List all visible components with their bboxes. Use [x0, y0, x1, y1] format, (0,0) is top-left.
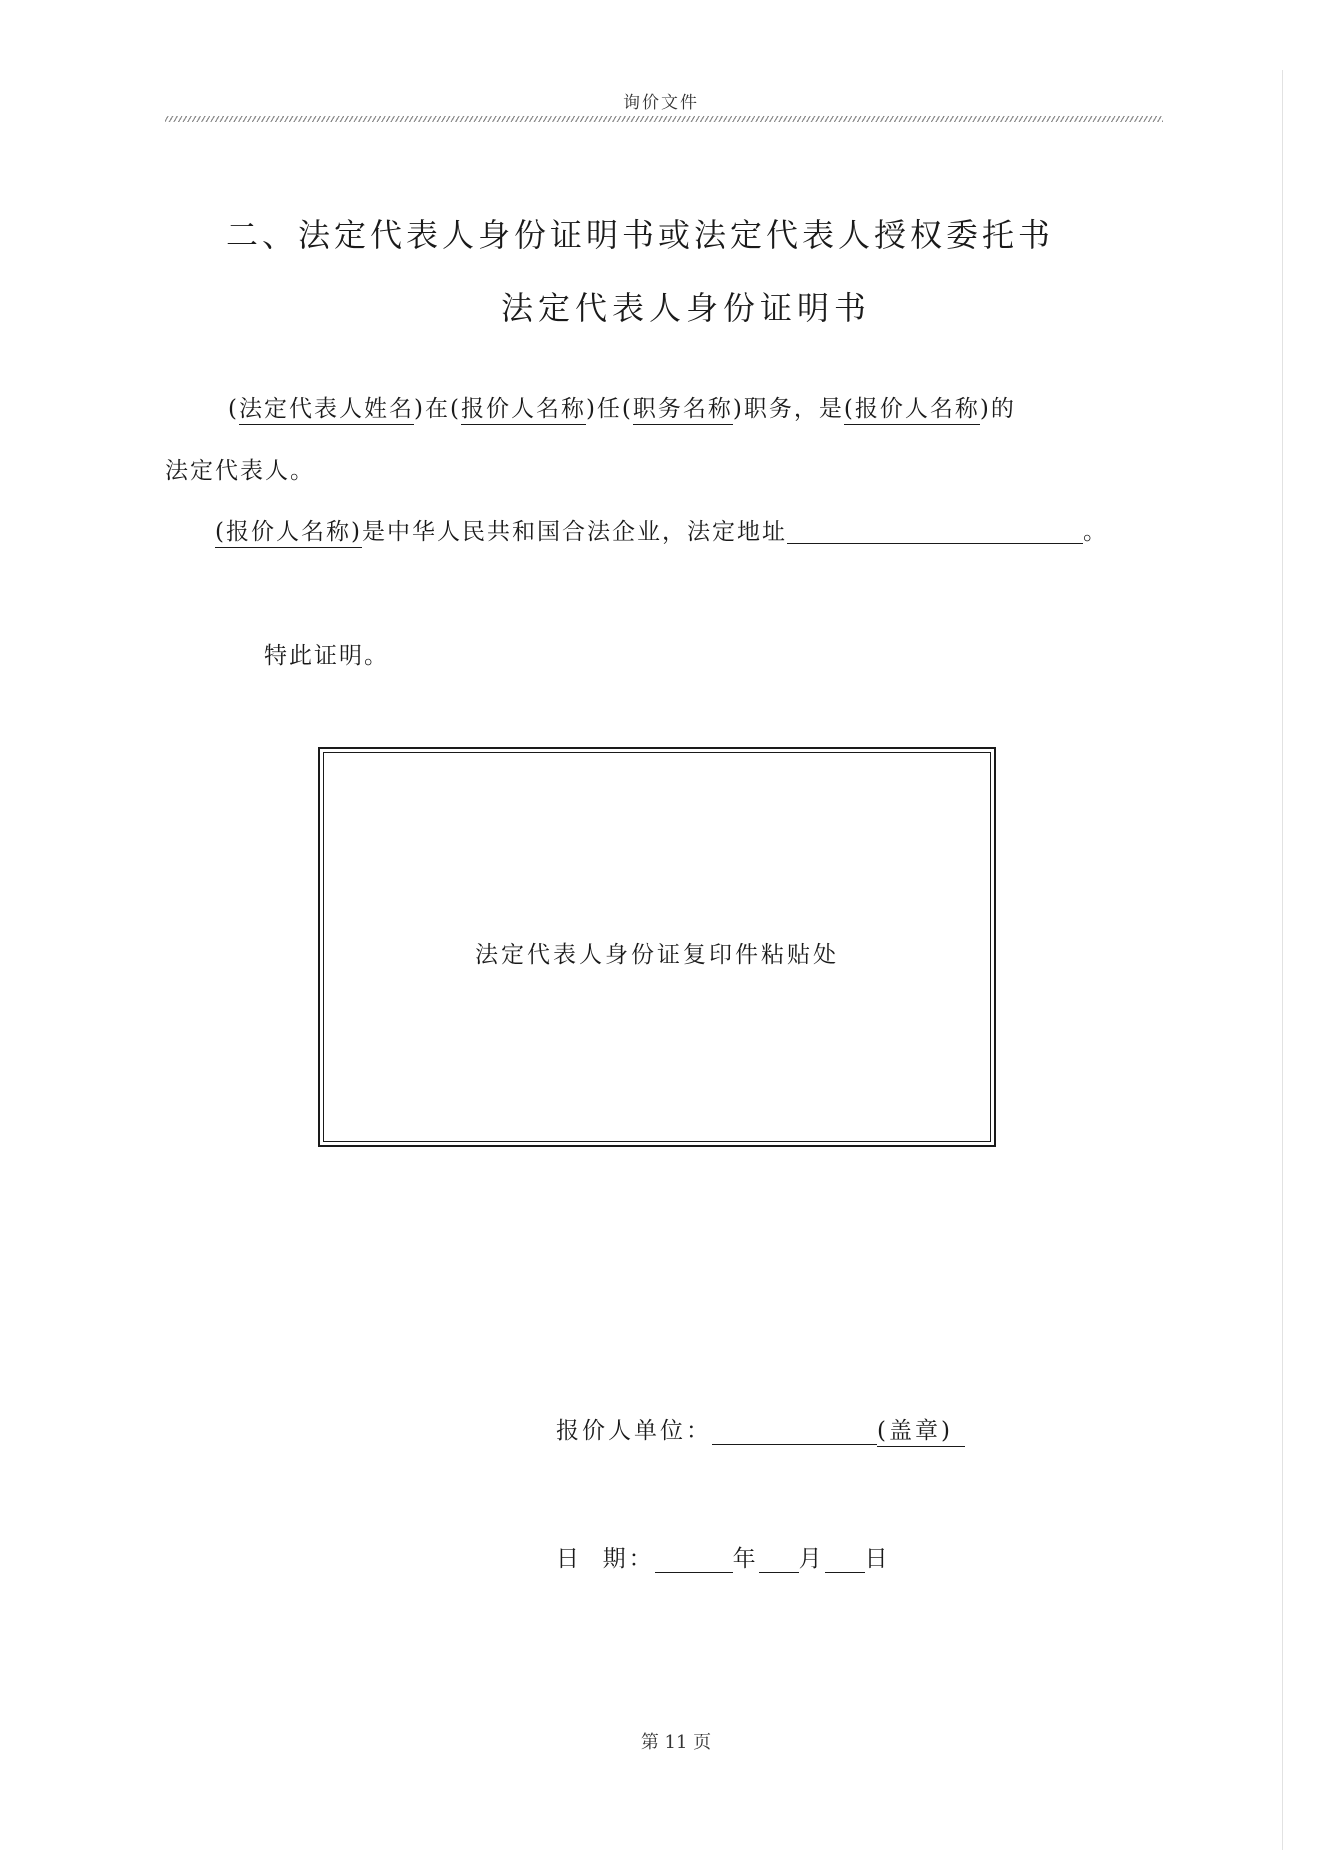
- header-rule: [165, 116, 1163, 122]
- closing-statement: 特此证明。: [264, 643, 389, 669]
- field-bidder-name: 报价人名称: [461, 396, 586, 425]
- paragraph-2: [215, 521, 1108, 544]
- page-number: 第 11 页: [640, 1732, 712, 1753]
- day-label: 日: [864, 1546, 891, 1572]
- section-title: 二、法定代表人身份证明书或法定代表人授权委托书: [226, 216, 1055, 254]
- field-bidder-name-3: (报价人名称): [215, 519, 362, 548]
- text-zhiwu: )职务，是: [732, 396, 844, 422]
- paragraph-1-line-2: 法定代表人。: [165, 458, 315, 484]
- month-label: 月: [798, 1546, 825, 1572]
- document-title: 法定代表人身份证明书: [500, 289, 871, 327]
- date-line: [556, 1540, 891, 1573]
- year-label: 年: [732, 1546, 759, 1572]
- day-blank: [825, 1550, 865, 1573]
- field-position-name: 职务名称: [633, 396, 733, 425]
- month-blank: [759, 1550, 799, 1573]
- field-bidder-name-2: (报价人名称: [844, 396, 980, 425]
- text-de: )的: [979, 396, 1016, 422]
- id-copy-paste-box: [318, 747, 996, 1147]
- signature-line: [556, 1412, 965, 1445]
- signature-blank: [712, 1422, 877, 1445]
- field-representative-name: 法定代表人姓名: [239, 396, 414, 425]
- address-blank: [787, 521, 1083, 544]
- year-blank: [655, 1550, 733, 1573]
- header-title: 询价文件: [623, 93, 699, 113]
- date-label: 日 期：: [556, 1546, 655, 1572]
- paragraph-2-end: 。: [1082, 519, 1108, 545]
- paragraph-2-text: 是中华人民共和国合法企业，法定地址: [361, 519, 787, 545]
- paren-open: (: [228, 396, 239, 422]
- text-ren: )任(: [585, 396, 633, 422]
- text-in: )在(: [413, 396, 461, 422]
- paragraph-1-line-1: [228, 398, 1016, 421]
- paste-box-label: 法定代表人身份证复印件粘贴处: [475, 942, 839, 968]
- scan-edge-line: [1282, 70, 1283, 1850]
- seal-label: (盖章): [877, 1418, 965, 1447]
- signature-label: 报价人单位：: [556, 1418, 712, 1444]
